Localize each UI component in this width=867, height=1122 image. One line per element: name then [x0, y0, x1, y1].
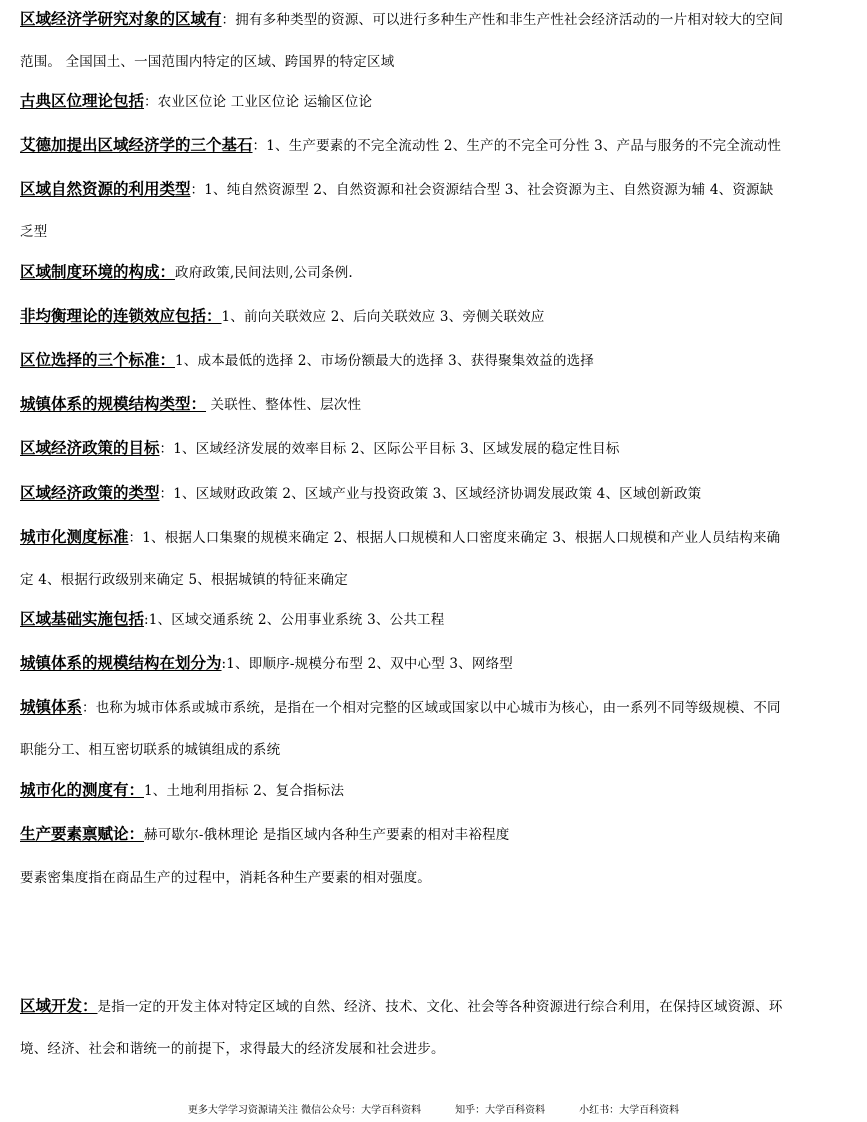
footer-wechat: 更多大学学习资源请关注 微信公众号：大学百科资料	[187, 1105, 422, 1116]
entry-line	[20, 740, 853, 760]
entry-line	[20, 306, 853, 327]
entry-line	[20, 609, 853, 630]
entry-line	[20, 52, 853, 72]
footer-xiaohongshu: 小红书：大学百科资料	[579, 1105, 680, 1116]
page-footer	[0, 1104, 867, 1118]
entry-line	[20, 868, 853, 888]
entry-term: 非均衡理论的连锁效应包括：	[20, 307, 222, 325]
footer-zhihu: 知乎：大学百科资料	[455, 1105, 546, 1116]
entry-sep: ：	[252, 138, 267, 154]
entry-sep: ：	[159, 486, 174, 502]
entry-text: 1、生产要素的不完全流动性 2、生产的不完全可分性 3、产品与服务的不完全流动性	[266, 138, 782, 154]
entry-text: 乏型	[20, 224, 48, 240]
entry-text: 农业区位论 工业区位论 运输区位论	[157, 94, 373, 110]
entry-term: 区域基础实施包括	[20, 610, 145, 628]
entry-sep: ：	[190, 182, 205, 198]
entry-term: 区域开发：	[20, 997, 98, 1015]
entry-sep: ：	[221, 12, 236, 28]
entry-term: 城市化的测度有：	[20, 781, 145, 799]
entry-line	[20, 438, 853, 459]
entry-term: 区域制度环境的构成：	[20, 263, 176, 281]
entry-term: 区域自然资源的利用类型	[20, 180, 191, 198]
entry-sep: ：	[144, 94, 158, 110]
entry-text: 职能分工、相互密切联系的城镇组成的系统	[20, 742, 281, 758]
entry-sep: :	[144, 612, 149, 628]
entry-text: 拥有多种类型的资源、可以进行多种生产性和非生产性社会经济活动的一片相对较大的空间	[235, 12, 784, 28]
entry-line	[20, 262, 853, 283]
entry-text: 1、纯自然资源型 2、自然资源和社会资源结合型 3、社会资源为主、自然资源为辅 4、资源缺	[204, 182, 774, 198]
entry-text: 是指一定的开发主体对特定区域的自然、经济、技术、文化、社会等各种资源进行综合利用，在保持区域资源、环	[97, 999, 783, 1015]
entry-line	[20, 824, 853, 845]
entry-text: 1、土地利用指标 2、复合指标法	[144, 783, 345, 799]
entry-sep: ：	[159, 441, 174, 457]
entry-text: 1、前向关联效应 2、后向关联效应 3、旁侧关联效应	[221, 309, 545, 325]
entry-text: 要素密集度指在商品生产的过程中，消耗各种生产要素的相对强度。	[20, 870, 431, 886]
entry-text: 1、成本最低的选择 2、市场份额最大的选择 3、获得聚集效益的选择	[175, 353, 594, 369]
entry-text: 范围。 全国国土、一国范围内特定的区域、跨国界的特定区域	[20, 54, 395, 70]
entry-line	[20, 697, 853, 718]
entry-text: 赫可歇尔-俄林理论 是指区域内各种生产要素的相对丰裕程度	[144, 827, 510, 843]
entry-line	[20, 222, 853, 242]
entry-text: 1、即顺序-规模分布型 2、双中心型 3、网络型	[226, 656, 513, 672]
entry-text: 境、经济、社会和谐统一的前提下，求得最大的经济发展和社会进步。	[20, 1041, 445, 1057]
entry-text: 1、区域财政政策 2、区域产业与投资政策 3、区域经济协调发展政策 4、区域创新政策	[173, 486, 702, 502]
entry-text: 1、根据人口集聚的规模来确定 2、根据人口规模和人口密度来确定 3、根据人口规模和产业人员结构来确	[142, 530, 781, 546]
entry-text: 也称为城市体系或城市系统，是指在一个相对完整的区域或国家以中心城市为核心，由一系列不同等级规模、不同	[95, 700, 781, 716]
entry-term: 城市化测度标准	[20, 528, 129, 546]
entry-sep: ：	[82, 700, 96, 716]
entry-term: 城镇体系的规模结构在划分为	[20, 654, 222, 672]
entry-term: 区域经济学研究对象的区域有	[20, 10, 222, 28]
entry-line	[20, 483, 853, 504]
entry-term: 生产要素禀赋论：	[20, 825, 145, 843]
entry-sep: :	[221, 656, 227, 672]
entry-line	[20, 91, 853, 112]
entry-sep: ：	[128, 530, 143, 546]
entry-line	[20, 9, 853, 30]
entry-text: 关联性、整体性、层次性	[206, 397, 362, 413]
entry-term: 城镇体系	[20, 698, 83, 716]
entry-line	[20, 179, 853, 200]
entry-line	[20, 527, 853, 548]
entry-text: 定 4、根据行政级别来确定 5、根据城镇的特征来确定	[20, 572, 348, 588]
entry-text: 1、区域交通系统 2、公用事业系统 3、公共工程	[148, 612, 445, 628]
entry-line	[20, 135, 853, 156]
entry-line	[20, 394, 853, 415]
entry-term: 艾德加提出区域经济学的三个基石	[20, 136, 253, 154]
entry-text: 1、区域经济发展的效率目标 2、区际公平目标 3、区域发展的稳定性目标	[173, 441, 620, 457]
entry-line	[20, 350, 853, 371]
entry-text: 政府政策,民间法则,公司条例.	[175, 265, 353, 281]
entry-term: 古典区位理论包括	[20, 92, 145, 110]
entry-term: 区位选择的三个标准：	[20, 351, 176, 369]
entry-term: 区域经济政策的类型	[20, 484, 160, 502]
entry-line	[20, 653, 853, 674]
entry-line	[20, 780, 853, 801]
entry-line	[20, 1039, 853, 1059]
entry-line	[20, 996, 853, 1017]
entry-term: 区域经济政策的目标	[20, 439, 160, 457]
entry-line	[20, 570, 853, 590]
entry-term: 城镇体系的规模结构类型：	[20, 395, 207, 413]
